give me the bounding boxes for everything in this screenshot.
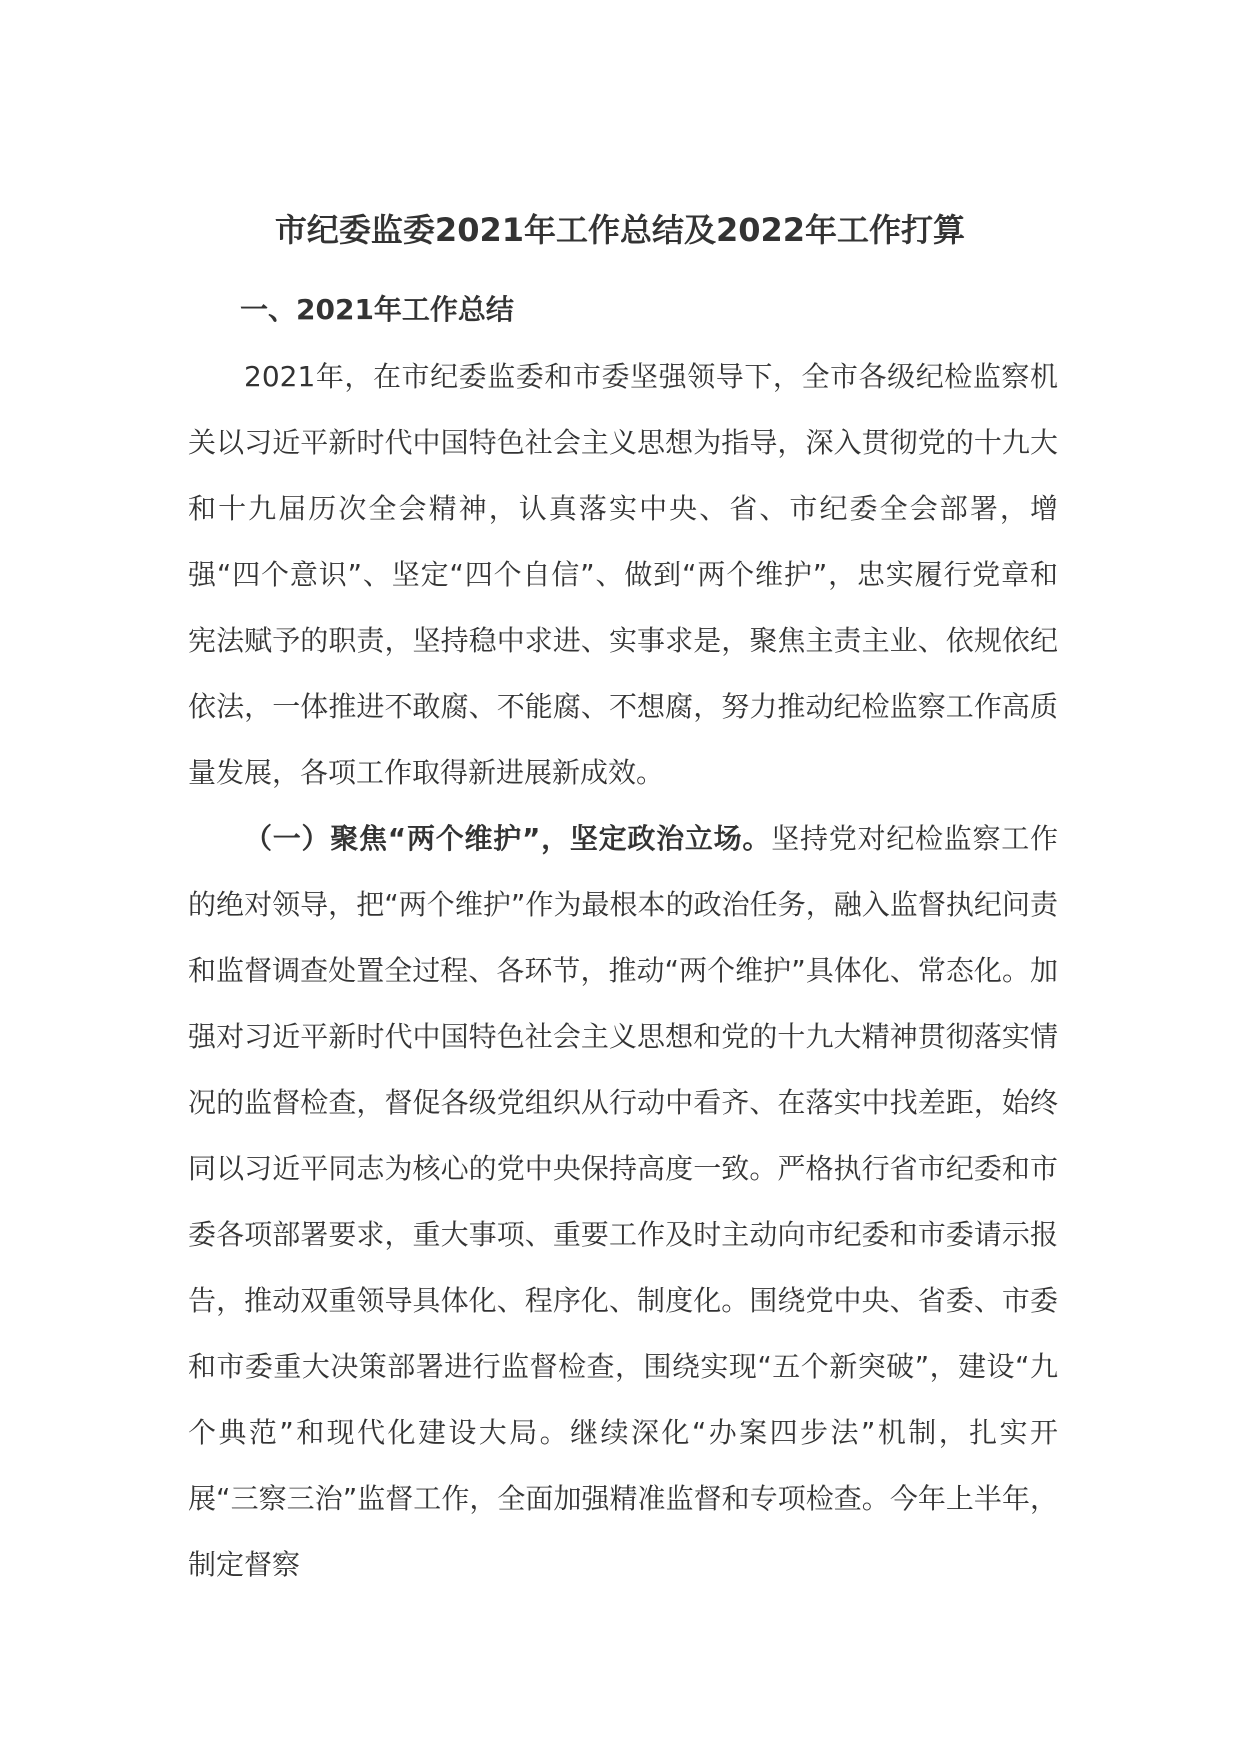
- paragraph-political-stance: [188, 806, 1058, 1598]
- paragraph-body: 坚持党对纪检监察工作的绝对领导，把“两个维护”作为最根本的政治任务，融入监督执纪问责和监督调查处置全过程、各环节，推动“两个维护”具体化、常态化。加强对习近平新时代中国特色社会主义思想和党的十九大精神贯彻落实情况的监督检查，督促各级党组织从行动中看齐、在落实中找差距，始终同以习近平同志为核心的党中央保持高度一致。严格执行省市纪委和市委各项部署要求，重大事项、重要工作及时主动向市纪委和市委请示报告，推动双重领导具体化、程序化、制度化。围绕党中央、省委、市委和市委重大决策部署进行监督检查，围绕实现“五个新突破”，建设“九个典范”和现代化建设大局。继续深化“办案四步法”机制，扎实开展“三察三治”监督工作，全面加强精准监督和专项检查。今年上半年，制定督察: [188, 822, 1058, 1581]
- section-heading: 一、2021年工作总结: [240, 293, 514, 326]
- paragraph-lead-heading: （一）聚焦“两个维护”，坚定政治立场。: [244, 822, 772, 855]
- paragraph-summary: 2021年，在市纪委监委和市委坚强领导下，全市各级纪检监察机关以习近平新时代中国特色社会主义思想为指导，深入贯彻党的十九大和十九届历次全会精神，认真落实中央、省、市纪委全会部署，增强“四个意识”、坚定“四个自信”、做到“两个维护”，忠实履行党章和宪法赋予的职责，坚持稳中求进、实事求是，聚焦主责主业、依规依纪依法，一体推进不敢腐、不能腐、不想腐，努力推动纪检监察工作高质量发展，各项工作取得新进展新成效。: [188, 360, 1058, 789]
- document-title: 市纪委监委2021年工作总结及2022年工作打算: [274, 211, 966, 249]
